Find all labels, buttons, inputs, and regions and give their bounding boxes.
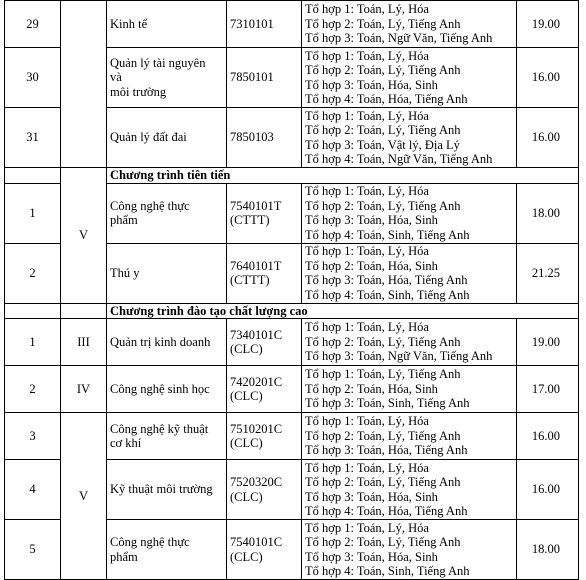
- subject-combinations: Tổ hợp 1: Toán, Lý, Hóa Tổ hợp 2: Toán, Lý, Tiếng Anh Tổ hợp 3: Toán, Ngữ Văn, Tiếng Anh: [302, 319, 517, 366]
- section-header-row: [5, 168, 579, 184]
- admission-score: 18.00: [517, 520, 579, 580]
- section-stt-cell: [5, 168, 61, 184]
- subject-combinations: Tổ hợp 1: Toán, Lý, Hóa Tổ hợp 2: Toán, Lý, Tiếng Anh Tổ hợp 3: Toán, Ngữ Văn, Tiếng Anh: [302, 1, 517, 48]
- major-code: 7640101T (CTTT): [227, 243, 302, 303]
- row-number: 29: [5, 1, 61, 48]
- admission-score: 16.00: [517, 108, 579, 168]
- admission-score: 19.00: [517, 319, 579, 366]
- major-code: 7540101C (CLC): [227, 520, 302, 580]
- admission-score: 18.00: [517, 183, 579, 243]
- subject-combinations: Tổ hợp 1: Toán, Lý, Hóa Tổ hợp 2: Toán, Lý, Tiếng Anh Tổ hợp 3: Toán, Hóa, Sinh Tổ hợp 4: Toán, Hóa, Tiếng Anh: [302, 460, 517, 520]
- group-cell: V: [61, 413, 107, 580]
- row-number: 30: [5, 48, 61, 108]
- table-body: [5, 1, 579, 580]
- section-group-cell: [61, 303, 107, 319]
- subject-combinations: Tổ hợp 1: Toán, Lý, Hóa Tổ hợp 2: Toán, Lý, Tiếng Anh Tổ hợp 3: Toán, Hóa, Sinh Tổ hợp 4: Toán, Hóa, Tiếng Anh: [302, 48, 517, 108]
- admission-score: 16.00: [517, 48, 579, 108]
- admission-score: 19.00: [517, 1, 579, 48]
- section-title: Chương trình đào tạo chất lượng cao: [107, 303, 579, 319]
- major-code: 7850101: [227, 48, 302, 108]
- major-name: Kinh tế: [107, 1, 227, 48]
- major-name: Công nghệ thực phẩm: [107, 520, 227, 580]
- major-name: Công nghệ sinh học: [107, 366, 227, 413]
- row-number: 1: [5, 183, 61, 243]
- subject-combinations: Tổ hợp 1: Toán, Lý, Hóa Tổ hợp 2: Toán, Lý, Tiếng Anh Tổ hợp 3: Toán, Hóa, Tiếng Anh: [302, 413, 517, 460]
- major-code: 7540101T (CTTT): [227, 183, 302, 243]
- row-number: 3: [5, 413, 61, 460]
- group-cell: III: [61, 319, 107, 366]
- major-code: 7510201C (CLC): [227, 413, 302, 460]
- major-code: 7850103: [227, 108, 302, 168]
- group-cell: IV: [61, 366, 107, 413]
- table-row: [5, 319, 579, 366]
- admission-score: 16.00: [517, 460, 579, 520]
- subject-combinations: Tổ hợp 1: Toán, Lý, Hóa Tổ hợp 2: Toán, Lý, Tiếng Anh Tổ hợp 3: Toán, Hóa, Sinh Tổ hợp 4: Toán, Sinh, Tiếng Anh: [302, 183, 517, 243]
- row-number: 31: [5, 108, 61, 168]
- subject-combinations: Tổ hợp 1: Toán, Lý, Hóa Tổ hợp 2: Toán, Lý, Tiếng Anh Tổ hợp 3: Toán, Hóa, Sinh Tổ hợp 4: Toán, Sinh, Tiếng Anh: [302, 520, 517, 580]
- major-name: Quản trị kinh doanh: [107, 319, 227, 366]
- row-number: 1: [5, 319, 61, 366]
- major-name: Kỹ thuật môi trường: [107, 460, 227, 520]
- table-row: [5, 1, 579, 48]
- major-name: Công nghệ kỹ thuật cơ khí: [107, 413, 227, 460]
- table-row: [5, 413, 579, 460]
- group-cell: [61, 1, 107, 168]
- major-name: Quản lý tài nguyên và môi trường: [107, 48, 227, 108]
- row-number: 2: [5, 366, 61, 413]
- subject-combinations: Tổ hợp 1: Toán, Lý, Hóa Tổ hợp 2: Toán, Hóa, Sinh Tổ hợp 3: Toán, Hóa, Tiếng Anh Tổ hợp 4: Toán, Sinh, Tiếng Anh: [302, 243, 517, 303]
- row-number: 4: [5, 460, 61, 520]
- admission-score: 17.00: [517, 366, 579, 413]
- major-code: 7340101C (CLC): [227, 319, 302, 366]
- major-code: 7520320C (CLC): [227, 460, 302, 520]
- admission-score: 21.25: [517, 243, 579, 303]
- subject-combinations: Tổ hợp 1: Toán, Lý, Hóa Tổ hợp 2: Toán, Lý, Tiếng Anh Tổ hợp 3: Toán, Vật lý, Địa Lý Tổ hợp 4: Toán, Ngữ Văn, Tiếng Anh: [302, 108, 517, 168]
- section-title: Chương trình tiên tiến: [107, 168, 579, 184]
- row-number: 5: [5, 520, 61, 580]
- section-stt-cell: [5, 303, 61, 319]
- row-number: 2: [5, 243, 61, 303]
- major-code: 7310101: [227, 1, 302, 48]
- major-code: 7420201C (CLC): [227, 366, 302, 413]
- admission-score-table-page: [4, 0, 582, 580]
- admission-score-table: [4, 0, 579, 580]
- group-cell: V: [61, 168, 107, 304]
- subject-combinations: Tổ hợp 1: Toán, Lý, Tiếng Anh Tổ hợp 2: Toán, Hóa, Sinh Tổ hợp 3: Toán, Sinh, Tiếng Anh: [302, 366, 517, 413]
- table-row: [5, 366, 579, 413]
- admission-score: 16.00: [517, 413, 579, 460]
- section-header-row: [5, 303, 579, 319]
- major-name: Quản lý đất đai: [107, 108, 227, 168]
- major-name: Thú y: [107, 243, 227, 303]
- major-name: Công nghệ thực phẩm: [107, 183, 227, 243]
